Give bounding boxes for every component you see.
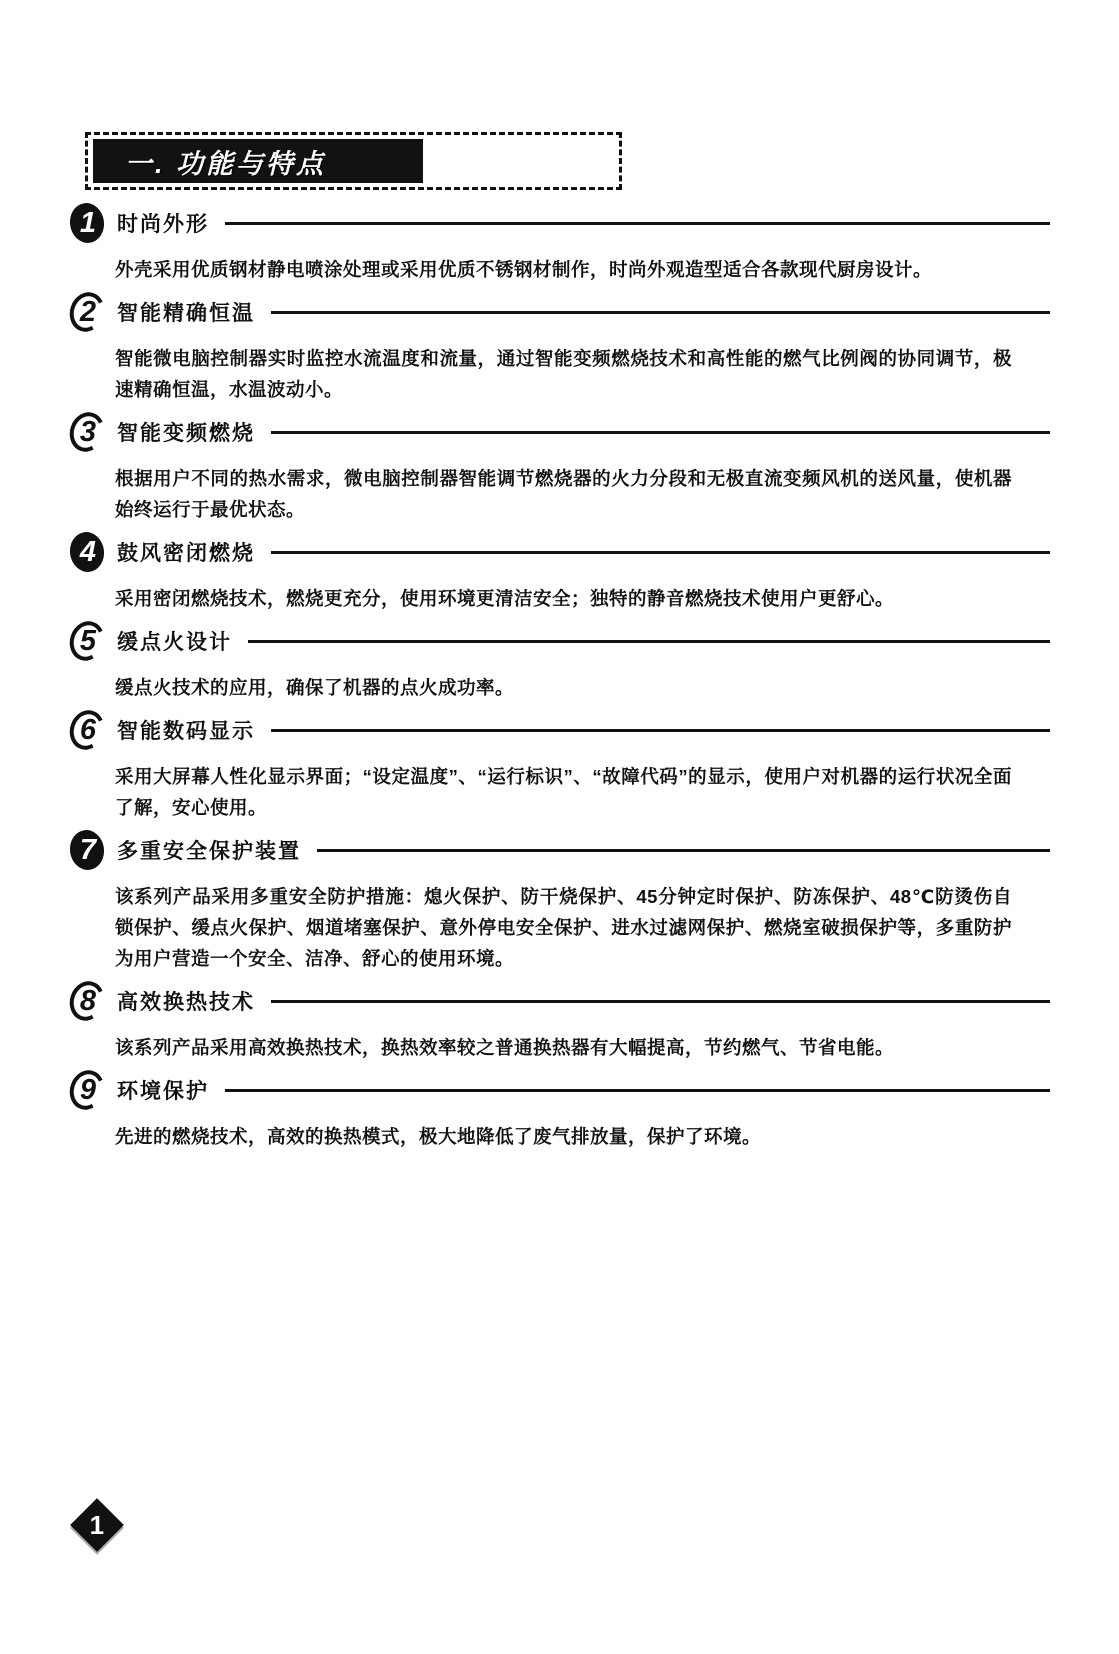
title-rule [225, 1089, 1050, 1092]
feature-section [68, 827, 1050, 974]
section-number-icon [68, 200, 108, 246]
section-head [68, 707, 1050, 753]
section-header-dashed-frame [85, 132, 622, 190]
page-number: 1 [89, 1509, 105, 1540]
section-title: 智能精确恒温 [117, 302, 255, 325]
feature-section [68, 409, 1050, 525]
section-body: 缓点火技术的应用，确保了机器的点火成功率。 [115, 677, 515, 698]
section-head [68, 618, 1050, 664]
section-body: 采用密闭燃烧技术，燃烧更充分，使用环境更清洁安全；独特的静音燃烧技术使用户更舒心。 [115, 588, 895, 609]
section-number-icon [68, 529, 108, 575]
section-body: 该系列产品采用高效换热技术，换热效率较之普通换热器有大幅提高，节约燃气、节省电能。 [115, 1037, 895, 1058]
title-rule [248, 640, 1050, 643]
section-number: 9 [79, 1073, 97, 1106]
section-title: 智能变频燃烧 [117, 422, 255, 445]
section-number-icon [68, 289, 108, 335]
section-number-icon [68, 827, 108, 873]
section-number: 8 [79, 984, 97, 1017]
page-number-diamond [70, 1498, 124, 1552]
title-rule [271, 1000, 1050, 1003]
title-rule [271, 431, 1050, 434]
section-head [68, 529, 1050, 575]
section-number: 6 [79, 713, 97, 746]
feature-section [68, 618, 1050, 703]
section-number: 7 [79, 833, 97, 866]
section-number: 4 [79, 535, 97, 568]
feature-section [68, 707, 1050, 823]
section-number: 1 [79, 206, 97, 239]
section-number-icon [68, 978, 108, 1024]
feature-section [68, 529, 1050, 614]
feature-section [68, 978, 1050, 1063]
section-title: 环境保护 [117, 1080, 209, 1103]
title-rule [271, 311, 1050, 314]
page-title: 一. 功能与特点 [125, 148, 327, 179]
section-title: 高效换热技术 [117, 991, 255, 1014]
section-number-icon [68, 1067, 108, 1113]
section-head [68, 409, 1050, 455]
section-head [68, 978, 1050, 1024]
section-head [68, 827, 1050, 873]
section-number: 3 [79, 415, 97, 448]
title-rule [225, 222, 1050, 225]
section-title: 多重安全保护装置 [117, 840, 301, 863]
section-body: 先进的燃烧技术，高效的换热模式，极大地降低了废气排放量，保护了环境。 [115, 1126, 762, 1147]
feature-section [68, 200, 1050, 285]
title-rule [271, 551, 1050, 554]
sections [0, 200, 1119, 1156]
feature-section [68, 1067, 1050, 1152]
section-body: 该系列产品采用多重安全防护措施：熄火保护、防干烧保护、45分钟定时保护、防冻保护、48℃防烫伤自锁保护、缓点火保护、烟道堵塞保护、意外停电安全保护、进水过滤网保护、燃烧室破损保护等，多重防护为用户营造一个安全、洁净、舒心的使用环境。 [115, 886, 1012, 969]
title-rule [317, 849, 1050, 852]
section-body: 根据用户不同的热水需求，微电脑控制器智能调节燃烧器的火力分段和无极直流变频风机的送风量，使机器始终运行于最优状态。 [115, 468, 1012, 520]
section-number-icon [68, 618, 108, 664]
section-body: 智能微电脑控制器实时监控水流温度和流量，通过智能变频燃烧技术和高性能的燃气比例阀的协同调节，极速精确恒温，水温波动小。 [115, 348, 1012, 400]
section-number: 5 [79, 624, 97, 657]
section-title: 智能数码显示 [117, 720, 255, 743]
title-rule [271, 729, 1050, 732]
section-title: 鼓风密闭燃烧 [117, 542, 255, 565]
section-title: 缓点火设计 [117, 631, 232, 654]
section-number-icon [68, 409, 108, 455]
section-title: 时尚外形 [117, 213, 209, 236]
section-number: 2 [79, 295, 97, 328]
section-head [68, 1067, 1050, 1113]
section-number-icon [68, 707, 108, 753]
section-body: 采用大屏幕人性化显示界面；“设定温度”、“运行标识”、“故障代码”的显示，使用户对机器的运行状况全面了解，安心使用。 [115, 766, 1012, 818]
section-body: 外壳采用优质钢材静电喷涂处理或采用优质不锈钢材制作，时尚外观造型适合各款现代厨房设计。 [115, 259, 933, 280]
section-head [68, 289, 1050, 335]
feature-section [68, 289, 1050, 405]
section-head [68, 200, 1050, 246]
section-header-banner [93, 139, 423, 183]
